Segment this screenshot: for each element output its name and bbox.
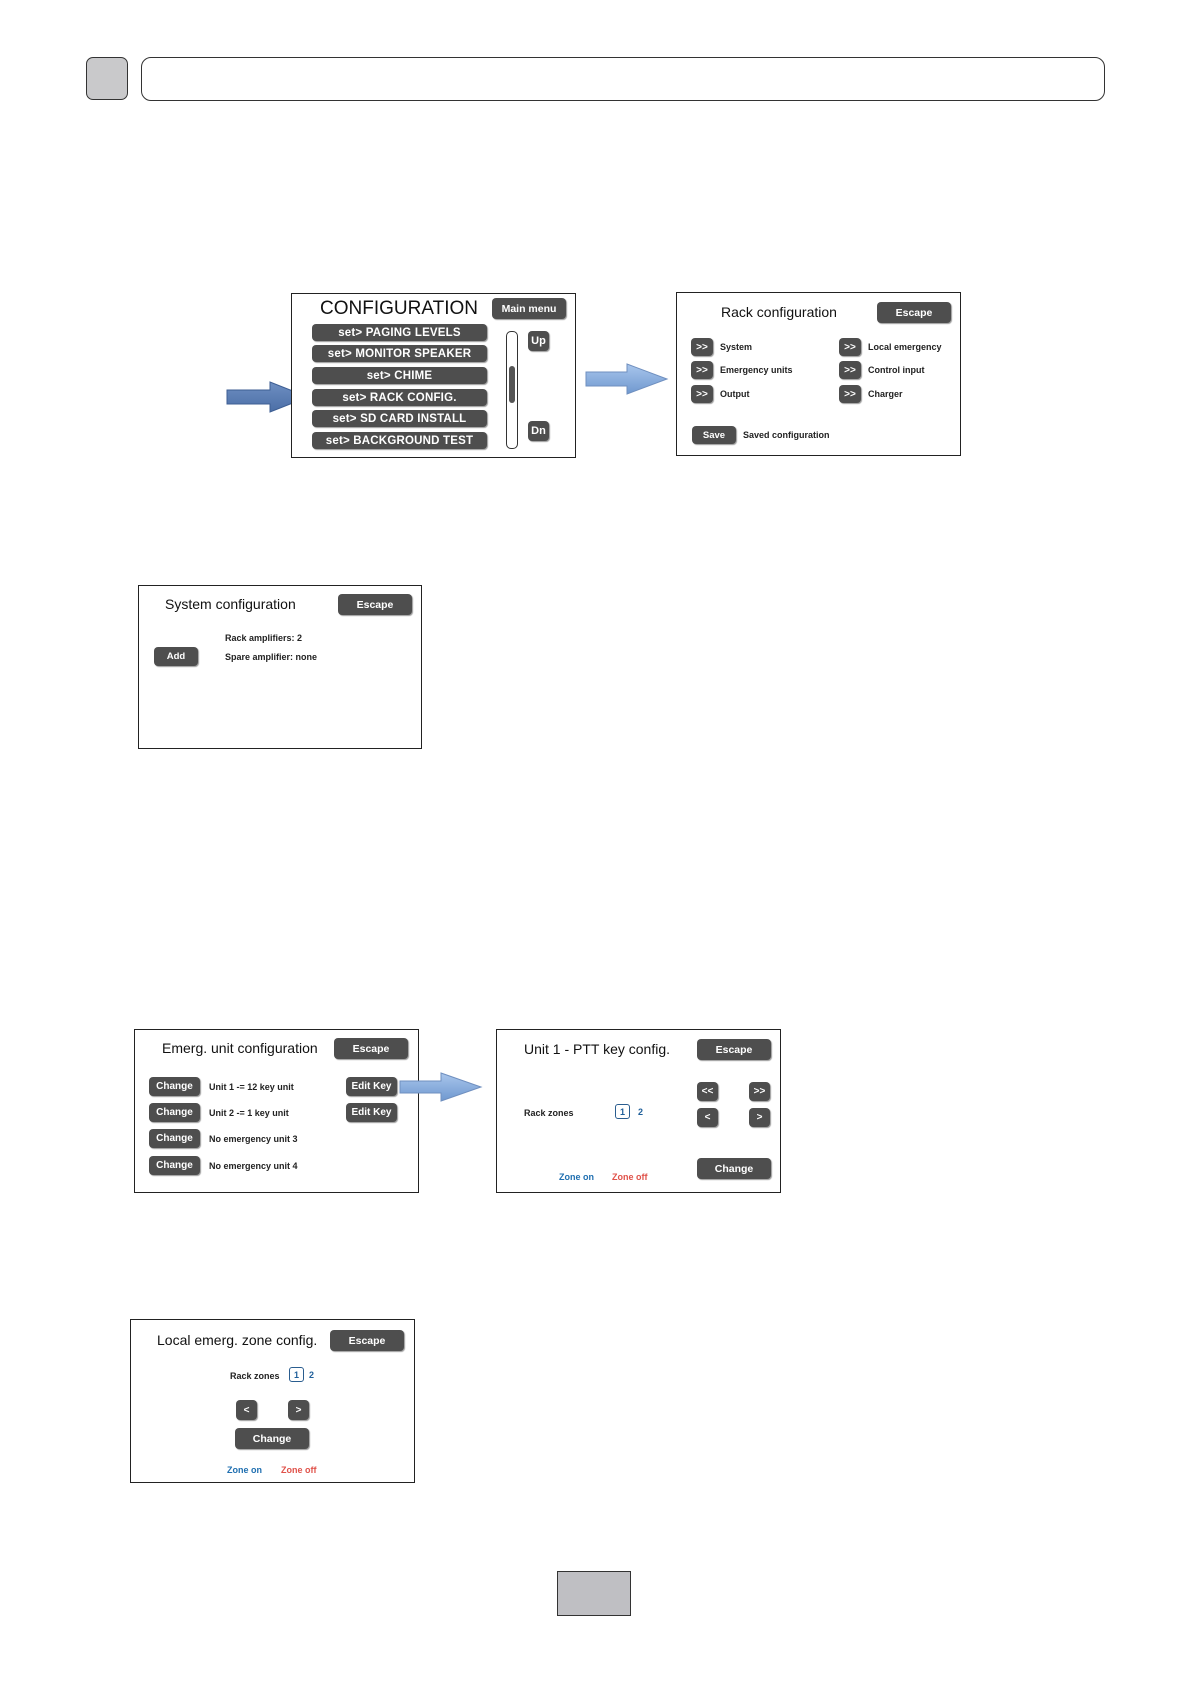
edit-key-unit-2-button[interactable]: Edit Key	[346, 1103, 397, 1122]
zone-1-selected[interactable]: 1	[615, 1104, 630, 1119]
unit-1-label: Unit 1 -= 12 key unit	[209, 1082, 294, 1092]
emerg-unit-configuration-title: Emerg. unit configuration	[162, 1040, 318, 1056]
zone-off-legend: Zone off	[612, 1172, 648, 1182]
zone-off-legend: Zone off	[281, 1465, 317, 1475]
menu-item-chime[interactable]: set> CHIME	[312, 367, 487, 384]
charger-label: Charger	[868, 389, 903, 399]
escape-button[interactable]: Escape	[697, 1039, 771, 1060]
save-status: Saved configuration	[743, 430, 830, 440]
control-input-label: Control input	[868, 365, 925, 375]
next-button[interactable]: >	[749, 1108, 770, 1127]
rack-configuration-screen	[676, 292, 961, 456]
open-control-input-button[interactable]: >>	[839, 361, 861, 379]
menu-item-paging-levels[interactable]: set> PAGING LEVELS	[312, 324, 487, 341]
first-button[interactable]: <<	[697, 1082, 718, 1101]
system-label: System	[720, 342, 753, 352]
ptt-key-config-screen	[496, 1029, 781, 1193]
zone-2[interactable]: 2	[638, 1107, 644, 1117]
edit-key-unit-1-button[interactable]: Edit Key	[346, 1077, 397, 1096]
change-unit-3-button[interactable]: Change	[149, 1129, 200, 1148]
arrow-right-icon	[399, 1072, 483, 1102]
system-configuration-screen	[138, 585, 422, 749]
local-emerg-zone-config-title: Local emerg. zone config.	[157, 1332, 318, 1348]
previous-button[interactable]: <	[697, 1108, 718, 1127]
menu-item-sd-card-install[interactable]: set> SD CARD INSTALL	[312, 410, 487, 427]
page-number-box	[557, 1571, 631, 1616]
next-button[interactable]: >	[288, 1400, 309, 1420]
rack-amplifiers-value: Rack amplifiers: 2	[225, 633, 303, 643]
change-unit-1-button[interactable]: Change	[149, 1077, 200, 1096]
add-button[interactable]: Add	[154, 647, 198, 666]
escape-button[interactable]: Escape	[334, 1038, 408, 1059]
rack-configuration-title: Rack configuration	[721, 304, 837, 320]
ptt-key-config-title: Unit 1 - PTT key config.	[524, 1041, 671, 1057]
rack-zones-label: Rack zones	[230, 1371, 280, 1381]
menu-item-rack-config[interactable]: set> RACK CONFIG.	[312, 389, 487, 406]
escape-button[interactable]: Escape	[338, 594, 412, 615]
spare-amplifier-value: Spare amplifier: none	[225, 652, 318, 662]
zone-on-legend: Zone on	[559, 1172, 594, 1182]
open-emergency-units-button[interactable]: >>	[691, 361, 713, 379]
zone-1-selected[interactable]: 1	[289, 1367, 304, 1382]
zone-2[interactable]: 2	[309, 1370, 315, 1380]
up-button[interactable]: Up	[528, 331, 549, 351]
open-charger-button[interactable]: >>	[839, 385, 861, 403]
rack-zones-label: Rack zones	[524, 1108, 574, 1118]
change-unit-4-button[interactable]: Change	[149, 1156, 200, 1175]
configuration-title: CONFIGURATION	[320, 298, 478, 319]
unit-2-label: Unit 2 -= 1 key unit	[209, 1108, 289, 1118]
emergency-units-label: Emergency units	[720, 365, 793, 375]
main-menu-button[interactable]: Main menu	[492, 298, 566, 319]
configuration-screen	[291, 293, 576, 458]
menu-item-monitor-speaker[interactable]: set> MONITOR SPEAKER	[312, 345, 487, 362]
change-button[interactable]: Change	[697, 1158, 771, 1179]
change-unit-2-button[interactable]: Change	[149, 1103, 200, 1122]
menu-item-background-test[interactable]: set> BACKGROUND TEST	[312, 432, 487, 449]
open-output-button[interactable]: >>	[691, 385, 713, 403]
local-emergency-label: Local emergency	[868, 342, 942, 352]
previous-button[interactable]: <	[236, 1400, 257, 1420]
escape-button[interactable]: Escape	[330, 1330, 404, 1351]
output-label: Output	[720, 389, 750, 399]
system-configuration-title: System configuration	[165, 596, 296, 612]
save-button[interactable]: Save	[692, 426, 736, 444]
scrollbar-thumb[interactable]	[509, 366, 515, 403]
zone-on-legend: Zone on	[227, 1465, 262, 1475]
arrow-right-icon	[585, 363, 669, 395]
last-button[interactable]: >>	[749, 1082, 770, 1101]
change-button[interactable]: Change	[235, 1428, 309, 1449]
escape-button[interactable]: Escape	[877, 302, 951, 323]
local-emerg-zone-config-screen	[130, 1319, 415, 1483]
unit-3-label: No emergency unit 3	[209, 1134, 298, 1144]
down-button[interactable]: Dn	[528, 421, 549, 441]
emerg-unit-configuration-screen	[134, 1029, 419, 1193]
open-local-emergency-button[interactable]: >>	[839, 338, 861, 356]
unit-4-label: No emergency unit 4	[209, 1161, 298, 1171]
section-badge	[86, 57, 128, 100]
section-header-bar	[141, 57, 1105, 101]
open-system-button[interactable]: >>	[691, 338, 713, 356]
scrollbar[interactable]	[506, 331, 518, 449]
